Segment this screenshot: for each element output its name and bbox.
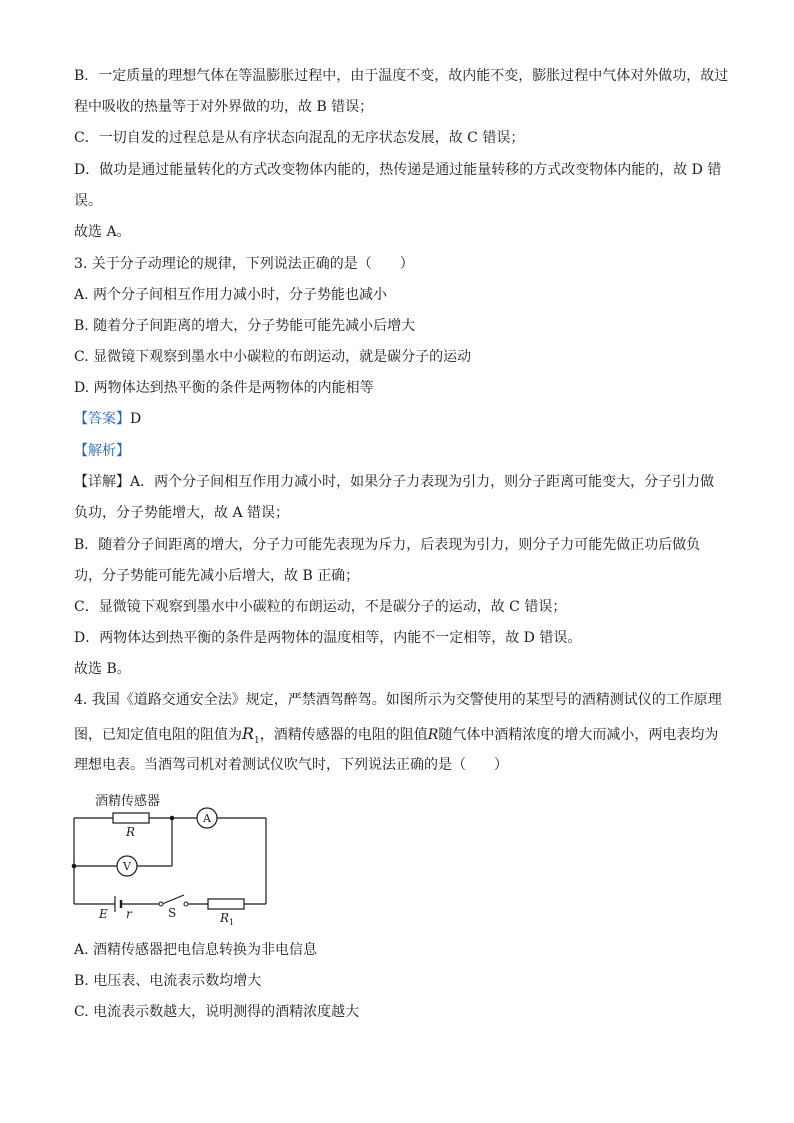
text-line: 故选 A。 <box>74 224 131 240</box>
text-line: B．随着分子间距离的增大，分子力可能先表现为斥力，后表现为引力，则分子力可能先做正功后做负 <box>74 537 701 553</box>
question-3-option-b: B. 随着分子间距离的增大，分子势能可能先减小后增大 <box>74 318 416 334</box>
ammeter-label: A <box>203 812 211 825</box>
text-line: 误。 <box>74 193 102 209</box>
voltmeter-label: V <box>123 860 131 873</box>
text-line: C．一切自发的过程总是从有序状态向混乱的无序状态发展，故 C 错误； <box>74 130 525 146</box>
text-line: D．两物体达到热平衡的条件是两物体的温度相等，内能不一定相等，故 D 错误。 <box>74 630 582 646</box>
question-4-option-a: A. 酒精传感器把电信息转换为非电信息 <box>74 942 318 958</box>
switch-contact <box>184 902 188 906</box>
question-4-stem: 理想电表。当酒驾司机对着测试仪吹气时，下列说法正确的是（ ） <box>74 757 508 773</box>
internal-resistance-label: r <box>126 907 132 921</box>
switch-label: S <box>168 906 177 920</box>
question-4-option-b: B. 电压表、电流表示数均增大 <box>74 973 262 989</box>
question-3-option-d: D. 两物体达到热平衡的条件是两物体的内能相等 <box>74 380 374 396</box>
analysis-tag: 【解析】 <box>74 443 130 459</box>
junction-dot <box>72 864 77 869</box>
resistor-r1-label: $R_1$ <box>220 911 235 927</box>
text-line: 负功，分子势能增大，故 A 错误； <box>74 505 290 521</box>
text-line: 功，分子势能可能先减小后增大，故 B 正确； <box>74 568 360 584</box>
answer-tag: 【答案】 <box>74 411 130 427</box>
resistor-r-label: R <box>126 825 136 839</box>
text-line: D．做功是通过能量转化的方式改变物体内能的，热传递是通过能量转移的方式改变物体内能的，故 D 错 <box>74 162 722 178</box>
question-3-stem: 3. 关于分子动理论的规律，下列说法正确的是（ ） <box>74 256 414 272</box>
emf-label: E <box>99 907 108 921</box>
resistor-r1 <box>208 899 244 909</box>
junction-dot <box>170 816 175 821</box>
question-4-option-c: C. 电流表示数越大，说明测得的酒精浓度越大 <box>74 1004 360 1020</box>
resistor-r <box>113 813 149 823</box>
text-line: C．显微镜下观察到墨水中小碳粒的布朗运动，不是碳分子的运动，故 C 错误； <box>74 599 567 615</box>
question-4-stem: 图，已知定值电阻的阻值为$R_1$，酒精传感器的电阻的阻值R随气体中酒精浓度的增大而减小，两电表均为 <box>74 724 719 747</box>
question-3-option-c: C. 显微镜下观察到墨水中小碳粒的布朗运动，就是碳分子的运动 <box>74 349 472 365</box>
switch-contact <box>159 902 163 906</box>
text-line: B．一定质量的理想气体在等温膨胀过程中，由于温度不变，故内能不变，膨胀过程中气体对外做功，故过 <box>74 68 729 84</box>
r1-symbol: $R_1$ <box>242 724 260 747</box>
sensor-label: 酒精传感器 <box>95 794 161 809</box>
detail-text: A．两个分子间相互作用力减小时，如果分子力表现为引力，则分子距离可能变大，分子引力做 <box>130 474 715 490</box>
text-line: 故选 B。 <box>74 661 131 677</box>
detail-tag: 【详解】 <box>74 474 130 490</box>
switch-s <box>162 895 184 904</box>
answer-value: D <box>130 411 142 427</box>
text-line: 程中吸收的热量等于对外界做的功，故 B 错误； <box>74 99 374 115</box>
question-3-option-a: A. 两个分子间相互作用力减小时，分子势能也减小 <box>74 287 388 303</box>
question-4-stem: 4. 我国《道路交通安全法》规定，严禁酒驾醉驾。如图所示为交警使用的某型号的酒精测试仪的工作原理 <box>74 692 722 708</box>
